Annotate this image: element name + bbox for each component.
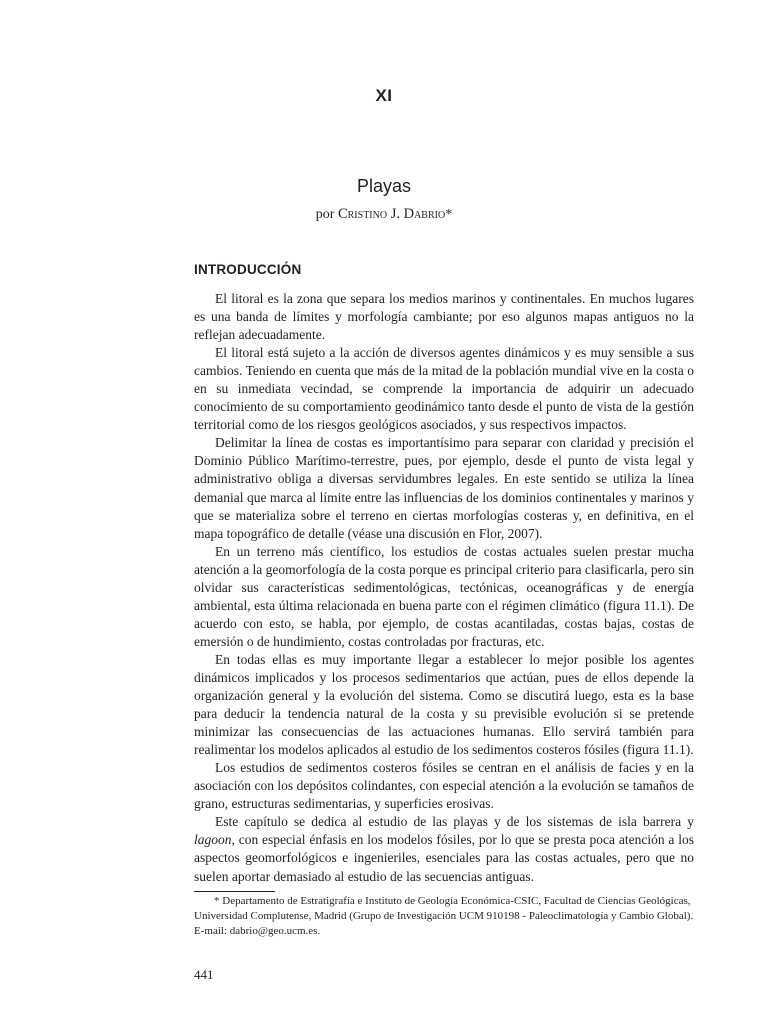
paragraph: En un terreno más científico, los estudios de costas actuales suelen prestar mucha atención a la geomorfología de la costa porque es principal criterio para clasificarla, pero sin olvidar sus características sedimentológicas, tectónicas, oceanográficas y de energía ambiental, esta última relacionada en buena parte con el régimen climático (figura 11.1). De acuerdo con esto, se habla, por ejemplo, de costas acantiladas, costas bajas, costas de emersión o de hundimiento, costas controladas por fracturas, etc. <box>194 543 694 649</box>
byline-prefix: por <box>315 207 338 222</box>
paragraph-text: , con especial énfasis en los modelos fósiles, por lo que se presta poca atención a los aspectos geomorfológicos e ingenieriles, esenciales para las costas actuales, pero que no suelen aportar demasiado al estudio de las secuencias antiguas. <box>194 832 694 884</box>
section-heading: INTRODUCCIÓN <box>194 262 302 277</box>
paragraph: Los estudios de sedimentos costeros fósiles se centran en el análisis de facies y en la asociación con los depósitos colindantes, con especial atención a la evolución se tamaños de grano, estructuras sedimentarias, y superficies erosivas. <box>194 760 694 812</box>
paragraph: En todas ellas es muy importante llegar a establecer lo mejor posible los agentes dinámicos implicados y los procesos sedimentarios que actúan, pues de ellos depende la organización general y la evolución del sistema. Como se discutirá luego, esta es la base para deducir la tendencia natural de la costa y su previsible evolución si se pretende minimizar las consecuencias de las actuaciones humanas. Ello servirá también para realimentar los modelos aplicados al estudio de los sedimentos costeros fósiles (figura 11.1). <box>194 651 694 758</box>
paragraph: El litoral está sujeto a la acción de diversos agentes dinámicos y es muy sensible a sus cambios. Teniendo en cuenta que más de la mitad de la población mundial vive en la costa o en su inmediata vecindad, se comprende la importancia de adquirir un adecuado conocimiento de su comportamiento geodinámico tanto desde el punto de vista de la gestión territorial como de los riesgos geológicos asociados, y sus respectivos impactos. <box>194 345 694 433</box>
byline <box>0 206 768 223</box>
italic-term: lagoon <box>194 832 232 848</box>
author-footnote-mark: * <box>445 207 453 222</box>
paragraph <box>194 813 694 885</box>
footnote-line: * Departamento de Estratigrafía e Instituto de Geología Económica-CSIC, Facultad de Ciencias Geológicas, <box>214 895 691 907</box>
footnote-line: Universidad Complutense, Madrid (Grupo de Investigación UCM 910198 - Paleoclimatología y Cambio Global). <box>194 910 694 923</box>
body-text <box>194 290 694 886</box>
paragraph-text: Este capítulo se dedica al estudio de las playas y de los sistemas de isla barrera y <box>215 814 694 830</box>
footnote <box>194 894 694 940</box>
footnote-email: E-mail: dabrio@geo.ucm.es. <box>194 925 321 938</box>
chapter-number: XI <box>375 86 393 105</box>
paragraph: El litoral es la zona que separa los medios marinos y continentales. En muchos lugares es una banda de límites y morfología cambiante; por eso algunos mapas antiguos no la reflejan adecuadamente. <box>194 291 694 343</box>
chapter-title: Playas <box>356 176 412 196</box>
paragraph: Delimitar la línea de costas es importantísimo para separar con claridad y precisión el Dominio Público Marítimo-terrestre, pues, por ejemplo, desde el punto de vista legal y administrativo obliga a diversas servidumbres legales. En este sentido se utiliza la línea demanial que marca al límite entre las influencias de los dominios continentales y marinos y que se materializa sobre el terreno en ciertas morfologías costeras y, en definitiva, en el mapa topográfico de detalle (véase una discusión en Flor, 2007). <box>194 435 694 541</box>
author-name: Cristino J. Dabrio <box>337 206 446 222</box>
page-number: 441 <box>194 967 214 982</box>
footnote-rule <box>194 891 275 892</box>
